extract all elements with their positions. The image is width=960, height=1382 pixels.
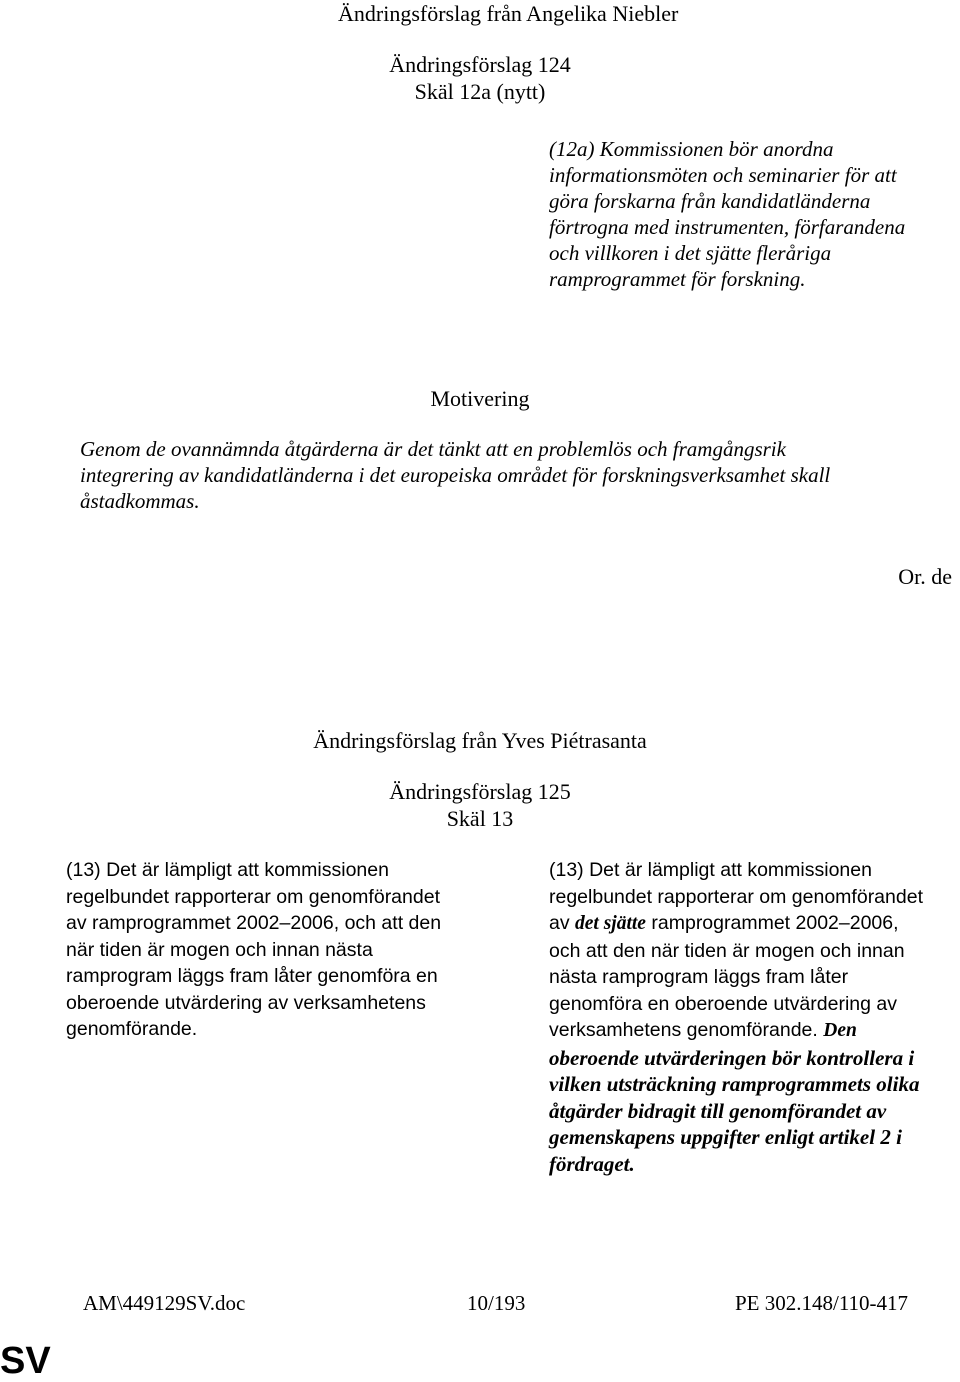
original-text-line: när tiden är mogen och innan nästa bbox=[66, 938, 373, 961]
recital-2: Skäl 13 bbox=[446, 806, 514, 831]
original-text-line: oberoende utvärdering av verksamhetens bbox=[66, 991, 426, 1014]
justification-line: integrering av kandidatländerna i det europeiska området för forskningsverksamhet skall bbox=[80, 463, 831, 487]
original-text-line: regelbundet rapporterar om genomförandet bbox=[66, 885, 440, 908]
amended-emphasis-line: oberoende utvärderingen bör kontrollera i bbox=[549, 1045, 915, 1070]
new-text-line: (12a) Kommissionen bör anordna bbox=[549, 137, 834, 161]
amended-text-line bbox=[549, 1017, 954, 1045]
amended-text-line: nästa ramprogram läggs fram låter bbox=[549, 966, 849, 988]
original-language: Or. de bbox=[898, 564, 952, 589]
original-text-line: av ramprogrammet 2002–2006, och att den bbox=[66, 912, 442, 934]
amended-text-line: (13) Det är lämpligt att kommissionen bbox=[549, 859, 872, 881]
amendment-number-2: Ändringsförslag 125 bbox=[389, 779, 571, 804]
justification-text bbox=[80, 436, 830, 514]
author-line-1: Ändringsförslag från Angelika Niebler bbox=[338, 1, 679, 26]
amended-text-line: genomföra en oberoende utvärdering av bbox=[549, 992, 897, 1015]
original-text-column bbox=[66, 857, 486, 1043]
justification-heading: Motivering bbox=[430, 386, 530, 411]
amended-emphasis-line: gemenskapens uppgifter enligt artikel 2 i bbox=[549, 1125, 902, 1149]
new-text-line: göra forskarna från kandidatländerna bbox=[549, 189, 871, 213]
amended-text-column bbox=[549, 857, 954, 1177]
new-text-line: informationsmöten och seminarier för att bbox=[549, 163, 897, 187]
new-text-line: ramprogrammet för forskning. bbox=[549, 267, 806, 291]
amendment-number-1: Ändringsförslag 124 bbox=[389, 52, 571, 77]
pe-reference: PE 302.148/110-417 bbox=[735, 1291, 909, 1315]
amended-text-fragment: ramprogrammet 2002–2006, bbox=[645, 912, 899, 934]
amended-text-line bbox=[549, 910, 954, 938]
doc-reference: AM\449129SV.doc bbox=[83, 1291, 246, 1315]
new-text-line: och villkoren i det sjätte fleråriga bbox=[549, 241, 832, 265]
author-line-2: Ändringsförslag från Yves Piétrasanta bbox=[313, 728, 647, 753]
original-text-line: (13) Det är lämpligt att kommissionen bbox=[66, 859, 389, 881]
amended-text-line: och att den när tiden är mogen och innan bbox=[549, 939, 905, 962]
original-text-line: ramprogram läggs fram låter genomföra en bbox=[66, 965, 438, 987]
amended-text-fragment: verksamhetens genomförande. bbox=[549, 1019, 824, 1041]
amended-emphasis: Den bbox=[823, 1020, 857, 1041]
page-number: 10/193 bbox=[467, 1291, 526, 1315]
amended-text-line: regelbundet rapporterar om genomförandet bbox=[549, 885, 923, 908]
amended-text-fragment: av bbox=[549, 912, 576, 934]
language-code: SV bbox=[0, 1340, 51, 1382]
new-text-block bbox=[549, 136, 905, 292]
recital-1: Skäl 12a (nytt) bbox=[414, 79, 546, 104]
justification-line: Genom de ovannämnda åtgärderna är det tänkt att en problemlös och framgångsrik bbox=[80, 437, 786, 461]
amended-emphasis-line: åtgärder bidragit till genomförandet av bbox=[549, 1098, 887, 1123]
new-text-line: förtrogna med instrumenten, förfarandena bbox=[549, 215, 906, 239]
amended-emphasis-line: vilken utsträckning ramprogrammets olika bbox=[549, 1072, 920, 1096]
amended-emphasis-line: fördraget. bbox=[549, 1151, 635, 1176]
amended-emphasis: det sjätte bbox=[575, 913, 646, 934]
justification-line: åstadkommas. bbox=[80, 489, 200, 513]
original-text-line: genomförande. bbox=[66, 1018, 198, 1040]
